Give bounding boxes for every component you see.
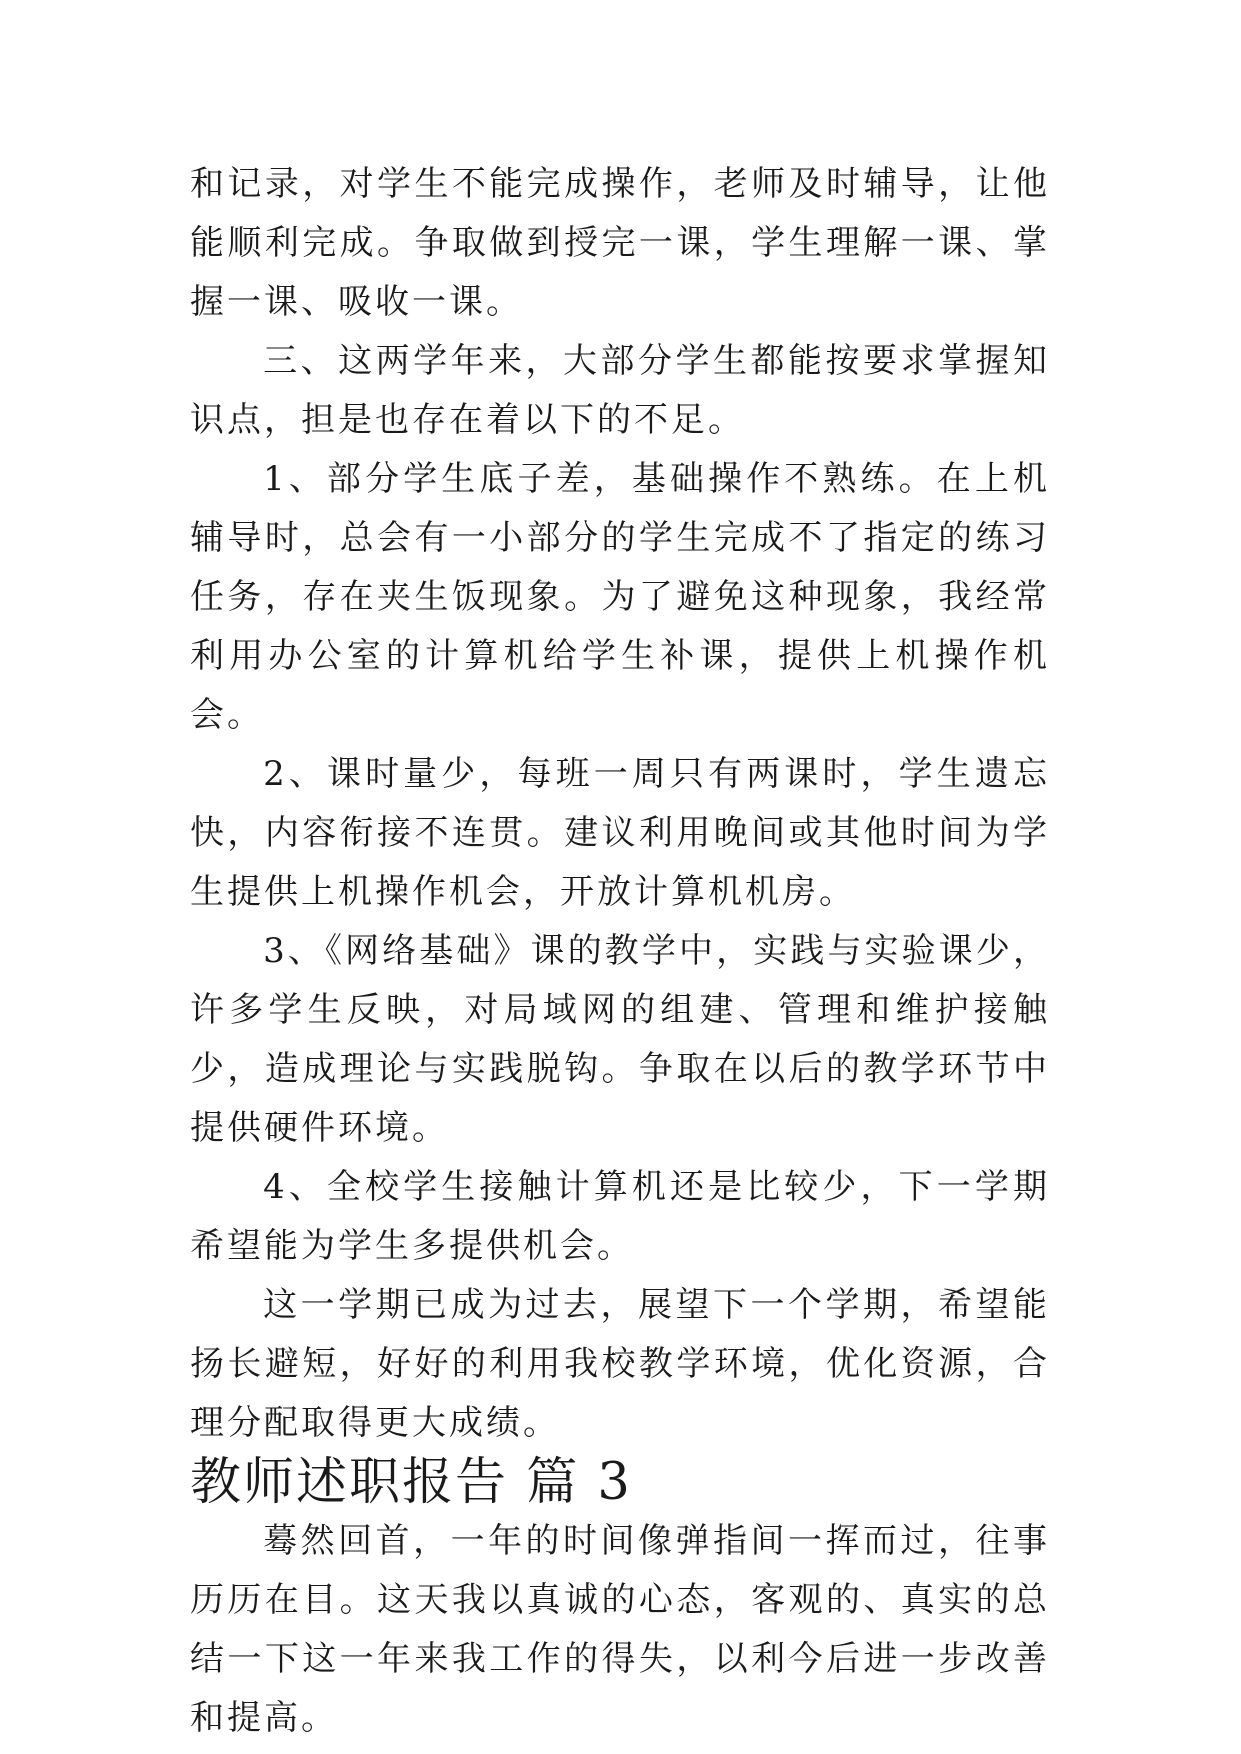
section-heading: 教师述职报告 篇 3	[190, 1453, 632, 1512]
paragraph-1: 和记录，对学生不能完成操作，老师及时辅导，让他能顺利完成。争取做到授完一课，学生理解一课、掌握一课、吸收一课。	[190, 164, 1050, 322]
paragraph-2: 三、这两学年来，大部分学生都能按要求掌握知识点，担是也存在着以下的不足。	[190, 341, 1050, 440]
paragraph-8: 蓦然回首，一年的时间像弹指间一挥而过，往事历历在目。这天我以真诚的心态，客观的、真实的总结一下这一年来我工作的得失，以利今后进一步改善和提高。	[190, 1521, 1050, 1738]
paragraph-4: 2、课时量少，每班一周只有两课时，学生遗忘快，内容衔接不连贯。建议利用晚间或其他时间为学生提供上机操作机会，开放计算机机房。	[190, 754, 1050, 912]
document-body	[190, 155, 1050, 1748]
paragraph-3: 1、部分学生底子差，基础操作不熟练。在上机辅导时，总会有一小部分的学生完成不了指定的练习任务，存在夹生饭现象。为了避免这种现象，我经常利用办公室的计算机给学生补课，提供上机操作机会。	[190, 459, 1050, 735]
paragraph-6: 4、全校学生接触计算机还是比较少，下一学期希望能为学生多提供机会。	[190, 1167, 1050, 1266]
paragraph-7: 这一学期已成为过去，展望下一个学期，希望能扬长避短，好好的利用我校教学环境，优化资源，合理分配取得更大成绩。	[190, 1285, 1050, 1443]
paragraph-5: 3、《网络基础》课的教学中，实践与实验课少，许多学生反映，对局域网的组建、管理和维护接触少，造成理论与实践脱钩。争取在以后的教学环节中提供硬件环境。	[190, 931, 1050, 1148]
